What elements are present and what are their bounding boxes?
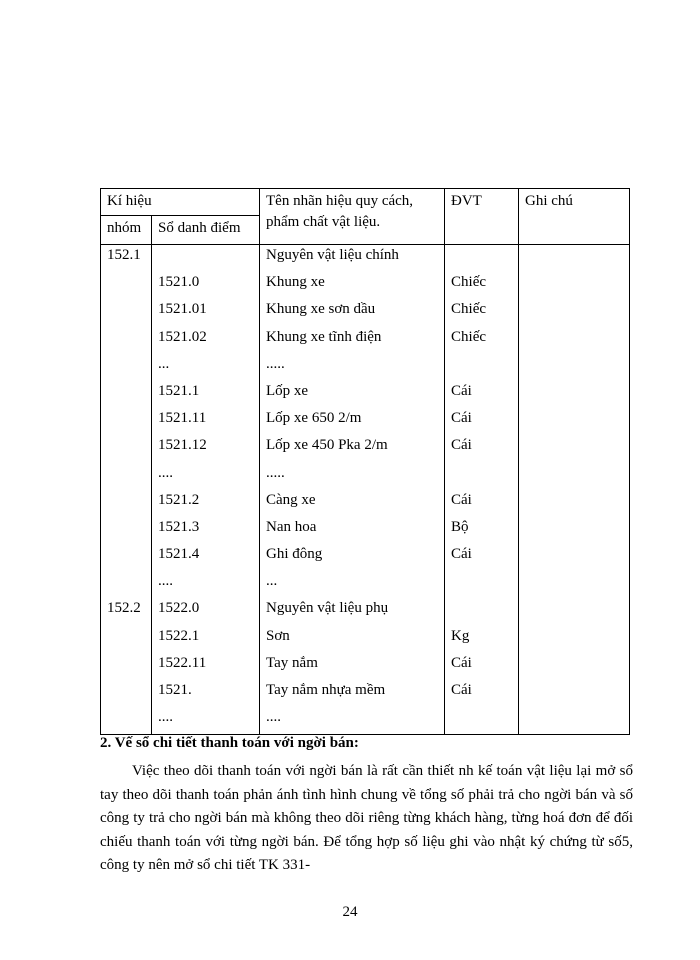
cell-so: 1522.1 <box>158 627 200 644</box>
cell-so: 1521.1 <box>158 382 200 399</box>
cell-so: 1521.4 <box>158 546 200 563</box>
section-heading: 2. Vế sổ chi tiết thanh toán với ngời bán: <box>100 735 359 751</box>
cell-ten: Sơn <box>266 627 290 644</box>
paragraph-text: Việc theo dõi thanh toán với ngời bán là rất cần thiết nh kế toán vật liệu lại mở sổ tay theo dõi thanh toán phản ánh tình hình chung về tổng số phải trả cho ngời bán và số công ty trả cho ngời bán mà không theo dõi riêng từng khách hàng, từng hoá đơn để đối chiếu thanh toán với từng ngời bán. Để tổng hợp số liệu ghi vào nhật ký chứng từ số5, công ty nên mở sổ chi tiết TK 331- <box>100 763 633 873</box>
materials-table <box>100 188 630 735</box>
cell-dvt <box>451 568 512 595</box>
cell-so: 1521.12 <box>158 437 207 454</box>
column-nhom <box>101 245 152 735</box>
column-sodanh <box>152 245 260 735</box>
cell-nhom <box>107 677 145 704</box>
cell-dvt: Chiếc <box>451 301 487 318</box>
cell-dvt: Cái <box>451 682 472 698</box>
header-dvt: ĐVT <box>445 189 519 245</box>
cell-so <box>158 242 253 269</box>
cell-so: 1521. <box>158 682 192 698</box>
cell-ten: Khung xe <box>266 274 325 291</box>
cell-nhom <box>107 704 145 731</box>
cell-ten: Lốp xe 450 Pka 2/m <box>266 437 388 454</box>
cell-dvt: Cái <box>451 654 472 671</box>
header-sodanh: Sổ danh điểm <box>152 216 260 245</box>
cell-dvt: Chiếc <box>451 274 487 291</box>
cell-ten: Ghi đông <box>266 546 323 563</box>
cell-ten: Càng xe <box>266 491 316 508</box>
cell-so: .... <box>158 464 173 481</box>
cell-so: .... <box>158 709 173 726</box>
cell-nhom <box>107 432 145 459</box>
cell-nhom <box>107 269 145 296</box>
cell-dvt: Cái <box>451 546 472 563</box>
header-ghichu: Ghi chú <box>519 189 630 245</box>
cell-nhom <box>107 650 145 677</box>
body-paragraph <box>100 760 633 878</box>
header-ten: Tên nhãn hiệu quy cách, phẩm chất vật liệu. <box>260 189 445 245</box>
cell-dvt: Cái <box>451 410 472 427</box>
cell-dvt: Cái <box>451 382 472 399</box>
cell-dvt: Chiếc <box>451 328 487 345</box>
header-kihieu: Kí hiệu <box>101 189 260 216</box>
column-ten <box>260 245 445 735</box>
cell-so: .... <box>158 573 173 590</box>
cell-dvt <box>451 460 512 487</box>
cell-so: 1521.01 <box>158 301 207 318</box>
cell-ten: Lốp xe 650 2/m <box>266 410 362 427</box>
cell-so: 1521.3 <box>158 518 200 535</box>
page-number: 24 <box>342 904 358 920</box>
cell-nhom <box>107 324 145 351</box>
cell-so: 1521.2 <box>158 491 200 508</box>
cell-ten: ..... <box>266 464 285 481</box>
column-ghichu <box>519 245 630 735</box>
cell-dvt <box>451 704 512 731</box>
cell-ten: Khung xe tĩnh điện <box>266 328 382 345</box>
cell-dvt: Cái <box>451 491 472 508</box>
cell-dvt <box>451 351 512 378</box>
cell-nhom <box>107 541 145 568</box>
cell-dvt: Cái <box>451 437 472 454</box>
cell-ten: Khung xe sơn dầu <box>266 301 376 318</box>
cell-ten: ..... <box>266 355 285 372</box>
cell-nhom <box>107 514 145 541</box>
cell-so: 1521.02 <box>158 328 207 345</box>
cell-nhom <box>107 623 145 650</box>
cell-dvt: Kg <box>451 627 470 644</box>
cell-dvt <box>451 595 512 622</box>
cell-nhom <box>107 405 145 432</box>
cell-ten: .... <box>266 709 282 726</box>
cell-nhom <box>107 351 145 378</box>
cell-so: 1521.0 <box>158 274 200 291</box>
cell-so: 1522.11 <box>158 654 207 671</box>
column-dvt <box>445 245 519 735</box>
cell-dvt <box>451 242 512 269</box>
cell-so: 1521.11 <box>158 410 207 427</box>
cell-nhom <box>107 568 145 595</box>
cell-nhom <box>107 378 145 405</box>
cell-ten: Tay nắm nhựa mềm <box>266 682 386 698</box>
cell-ten: ... <box>266 573 278 590</box>
cell-nhom <box>107 296 145 323</box>
header-nhom: nhóm <box>101 216 152 245</box>
cell-ten: Nguyên vật liệu chính <box>266 247 399 263</box>
cell-ten: Nan hoa <box>266 518 317 535</box>
cell-nhom: 152.1 <box>107 247 141 263</box>
cell-nhom: 152.2 <box>107 600 141 617</box>
cell-nhom <box>107 487 145 514</box>
cell-dvt: Bộ <box>451 518 469 535</box>
cell-nhom <box>107 460 145 487</box>
cell-so: ... <box>158 355 170 372</box>
cell-ten: Nguyên vật liệu phụ <box>266 600 389 617</box>
cell-ten: Lốp xe <box>266 382 309 399</box>
cell-ten: Tay nắm <box>266 654 318 671</box>
cell-so: 1522.0 <box>158 600 200 617</box>
